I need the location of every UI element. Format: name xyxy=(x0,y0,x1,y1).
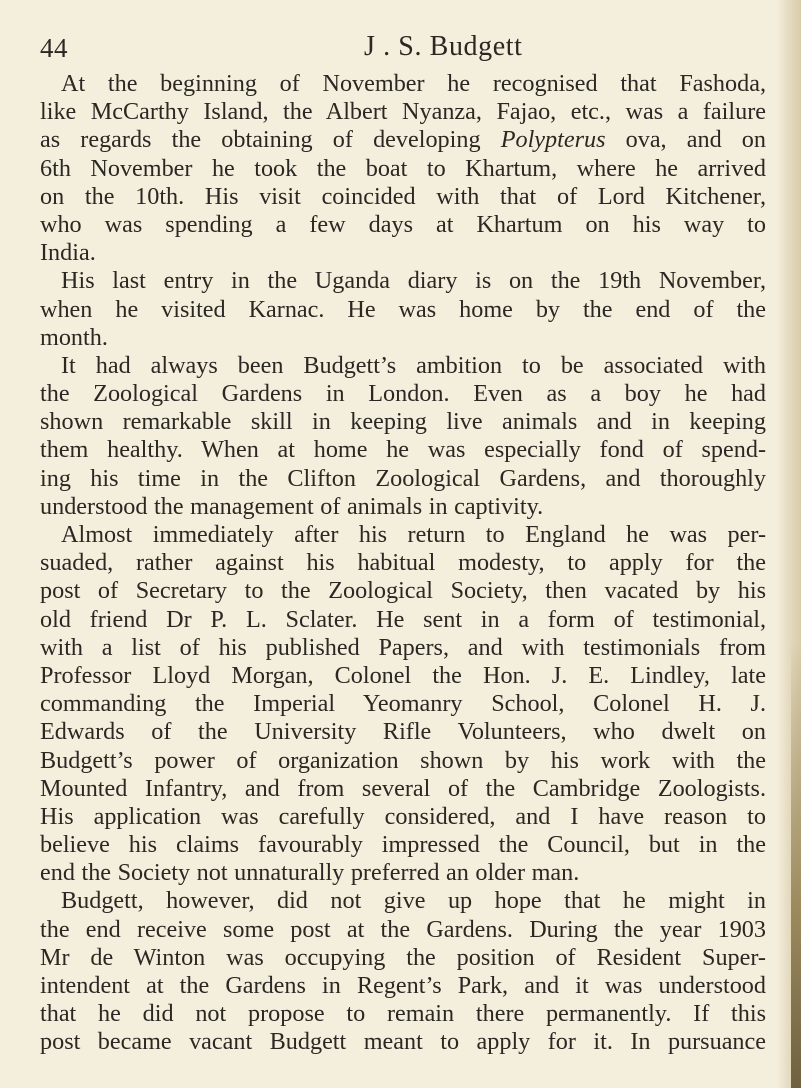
text-line: It had always been Budgett’s ambition to be associated with xyxy=(61,351,766,379)
text-line: believe his claims favourably impressed the Council, but in the xyxy=(40,831,766,859)
text-line: like McCarthy Island, the Albert Nyanza, Fajao, etc., was a failure xyxy=(40,98,766,126)
text-line: Professor Lloyd Morgan, Colonel the Hon. J. E. Lindley, late xyxy=(40,661,766,689)
text-line: old friend Dr P. L. Sclater. He sent in a form of testimonial, xyxy=(40,605,766,633)
text-line: post became vacant Budgett meant to apply for it. In pursuance xyxy=(40,1028,766,1056)
running-title: J . S. Budgett xyxy=(364,31,523,62)
text-line: His application was carefully considered, and I have reason to xyxy=(40,802,766,830)
page-number: 44 xyxy=(40,33,68,63)
text-line: Budgett, however, did not give up hope that he might in xyxy=(61,887,766,915)
text-line: Mounted Infantry, and from several of the Cambridge Zoologists. xyxy=(40,774,766,802)
text-line: His last entry in the Uganda diary is on the 19th November, xyxy=(61,267,766,295)
text-line: India. xyxy=(40,239,96,267)
text-line: shown remarkable skill in keeping live animals and in keeping xyxy=(40,408,766,436)
italic-term: Polypterus xyxy=(500,126,606,154)
text-line: the Zoological Gardens in London. Even as a boy he had xyxy=(40,380,766,408)
text-segment: as regards the obtaining of developing xyxy=(40,126,501,154)
text-line: understood the management of animals in captivity. xyxy=(40,492,544,520)
text-line xyxy=(40,126,766,154)
text-line: At the beginning of November he recognised that Fashoda, xyxy=(61,70,766,97)
text-line: when he visited Karnac. He was home by the end of the xyxy=(40,295,766,323)
page-edge-stain xyxy=(791,640,801,1088)
text-line: 6th November he took the boat to Khartum, where he arrived xyxy=(40,154,766,182)
text-segment: ova, and on xyxy=(605,126,766,154)
text-line: post of Secretary to the Zoological Society, then vacated by his xyxy=(40,577,766,605)
running-head xyxy=(40,33,760,73)
text-line: end the Society not unnaturally preferred an older man. xyxy=(40,859,580,887)
text-line: Budgett’s power of organization shown by his work with the xyxy=(40,746,766,774)
text-line: that he did not propose to remain there permanently. If this xyxy=(40,1000,766,1028)
text-line: suaded, rather against his habitual modesty, to apply for the xyxy=(40,549,766,577)
text-line: Edwards of the University Rifle Volunteers, who dwelt on xyxy=(40,718,766,746)
text-line: Mr de Winton was occupying the position of Resident Super- xyxy=(40,943,766,971)
text-line: them healthy. When at home he was especially fond of spend- xyxy=(40,436,766,464)
text-line: intendent at the Gardens in Regent’s Park, and it was understood xyxy=(40,972,766,999)
text-line: Almost immediately after his return to England he was per- xyxy=(61,521,766,548)
text-line: commanding the Imperial Yeomanry School, Colonel H. J. xyxy=(40,690,766,718)
text-line: ing his time in the Clifton Zoological Gardens, and thoroughly xyxy=(40,464,766,492)
body-text xyxy=(40,70,766,1057)
text-line: on the 10th. His visit coincided with that of Lord Kitchener, xyxy=(40,182,766,210)
text-line: who was spending a few days at Khartum on his way to xyxy=(40,210,766,238)
text-line: with a list of his published Papers, and with testimonials from xyxy=(40,633,766,661)
text-line: month. xyxy=(40,323,108,351)
text-line: the end receive some post at the Gardens. During the year 1903 xyxy=(40,915,766,943)
